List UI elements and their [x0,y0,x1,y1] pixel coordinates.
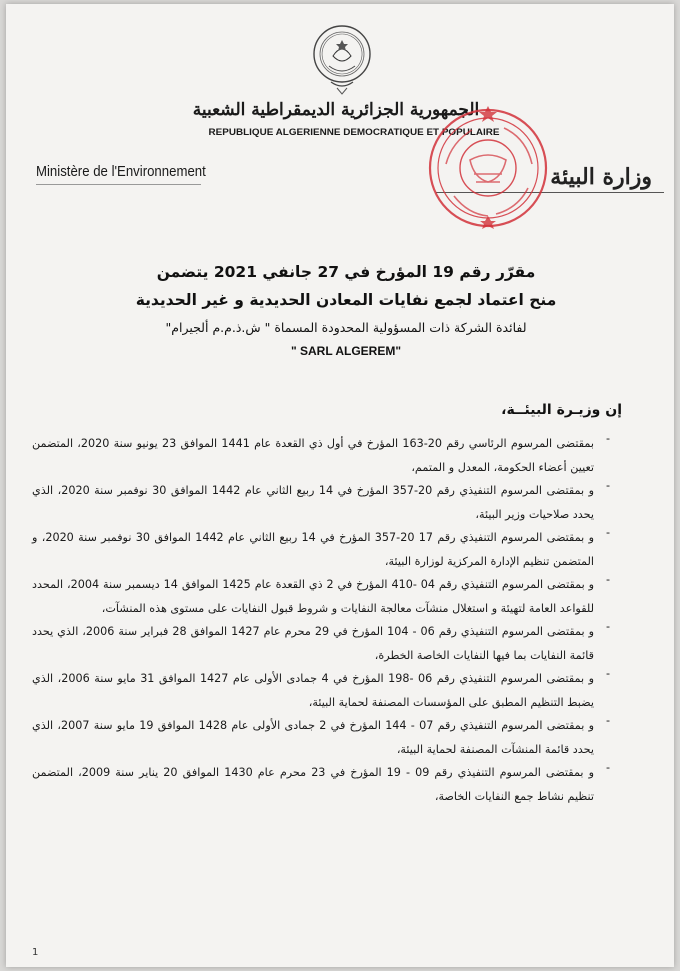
minister-line: إن وزيـرة البيئــة، [501,402,622,418]
list-item: - و بمقتضى المرسوم التنفيذي رقم 06 -198 المؤرخ في 4 جمادى الأولى عام 1427 الموافق 31 مايو سنة 2006، الذي يضبط التنظيم المطبق على المؤسسات المصنفة لحماية البيئة، [32,667,610,709]
page-number: 1 [32,947,39,958]
title-line: مقرّر رقم 19 المؤرخ في 27 جانفي 2021 يتضمن [156,263,536,281]
list-item: - و بمقتضى المرسوم التنفيذي رقم 09 - 19 المؤرخ في 23 محرم عام 1430 الموافق 20 يناير سنة 2009، المتضمن تنظيم نشاط جمع النفايات الخاصة، [32,761,610,803]
divider [36,184,201,185]
official-stamp-icon [424,104,552,232]
list-item: - بمقتضى المرسوم الرئاسي رقم 20-163 المؤرخ في أول ذي القعدة عام 1441 الموافق 23 يونيو سنة 2020، المتضمن تعيين أعضاء الحكومة، المعدل و المتمم، [32,432,610,474]
legal-references-list [32,432,610,808]
list-item: - و بمقتضى المرسوم التنفيذي رقم 07 - 144 المؤرخ في 2 جمادى الأولى عام 1428 الموافق 19 مايو سنة 2007، الذي يحدد قائمة المنشآت المصنفة لحماية البيئة، [32,714,610,756]
list-item: - و بمقتضى المرسوم التنفيذي رقم 06 - 104 المؤرخ في 29 محرم عام 1427 الموافق 28 فبراير سنة 2006، الذي يحدد قائمة النفايات بما فيها النفايات الخاصة الخطرة، [32,620,610,662]
list-item: - و بمقتضى المرسوم التنفيذي رقم 20-357 المؤرخ في 14 ربيع الثاني عام 1442 الموافق 30 نوفمبر سنة 2020، الذي يحدد صلاحيات وزير البيئة، [32,479,610,521]
beneficiary-line: لفائدة الشركة ذات المسؤولية المحدودة المسماة " ش.ذ.م.م ألجيرام" [165,320,527,335]
algeria-emblem-icon [309,18,375,98]
decision-title [66,258,626,362]
republic-name-ar: الجمهورية الجزائرية الديمقراطية الشعبية [192,100,480,120]
ministry-name-ar: وزارة البيئة [550,164,652,190]
company-name: " SARL ALGEREM" [290,344,402,358]
list-item: - و بمقتضى المرسوم التنفيذي رقم 04 -410 المؤرخ في 2 ذي القعدة عام 1425 الموافق 14 ديسمبر سنة 2004، المحدد للقواعد العامة لتهيئة و استغلال منشآت معالجة النفايات و شروط قبول النفايات على مستوى هذه المنشآت، [32,573,610,615]
document-page [6,4,674,967]
ministry-name-fr: Ministère de l'Environnement [36,163,206,180]
republic-name-fr: REPUBLIQUE ALGERIENNE DEMOCRATIQUE ET POPULAIRE [208,127,500,138]
list-item: - و بمقتضى المرسوم التنفيذي رقم 17 20-357 المؤرخ في 14 ربيع الثاني عام 1442 الموافق 30 نوفمبر سنة 2020، و المتضمن تنظيم الإدارة المركزية لوزارة البيئة، [32,526,610,568]
title-line: منح اعتماد لجمع نفايات المعادن الحديدية و غير الحديدية [135,291,557,309]
